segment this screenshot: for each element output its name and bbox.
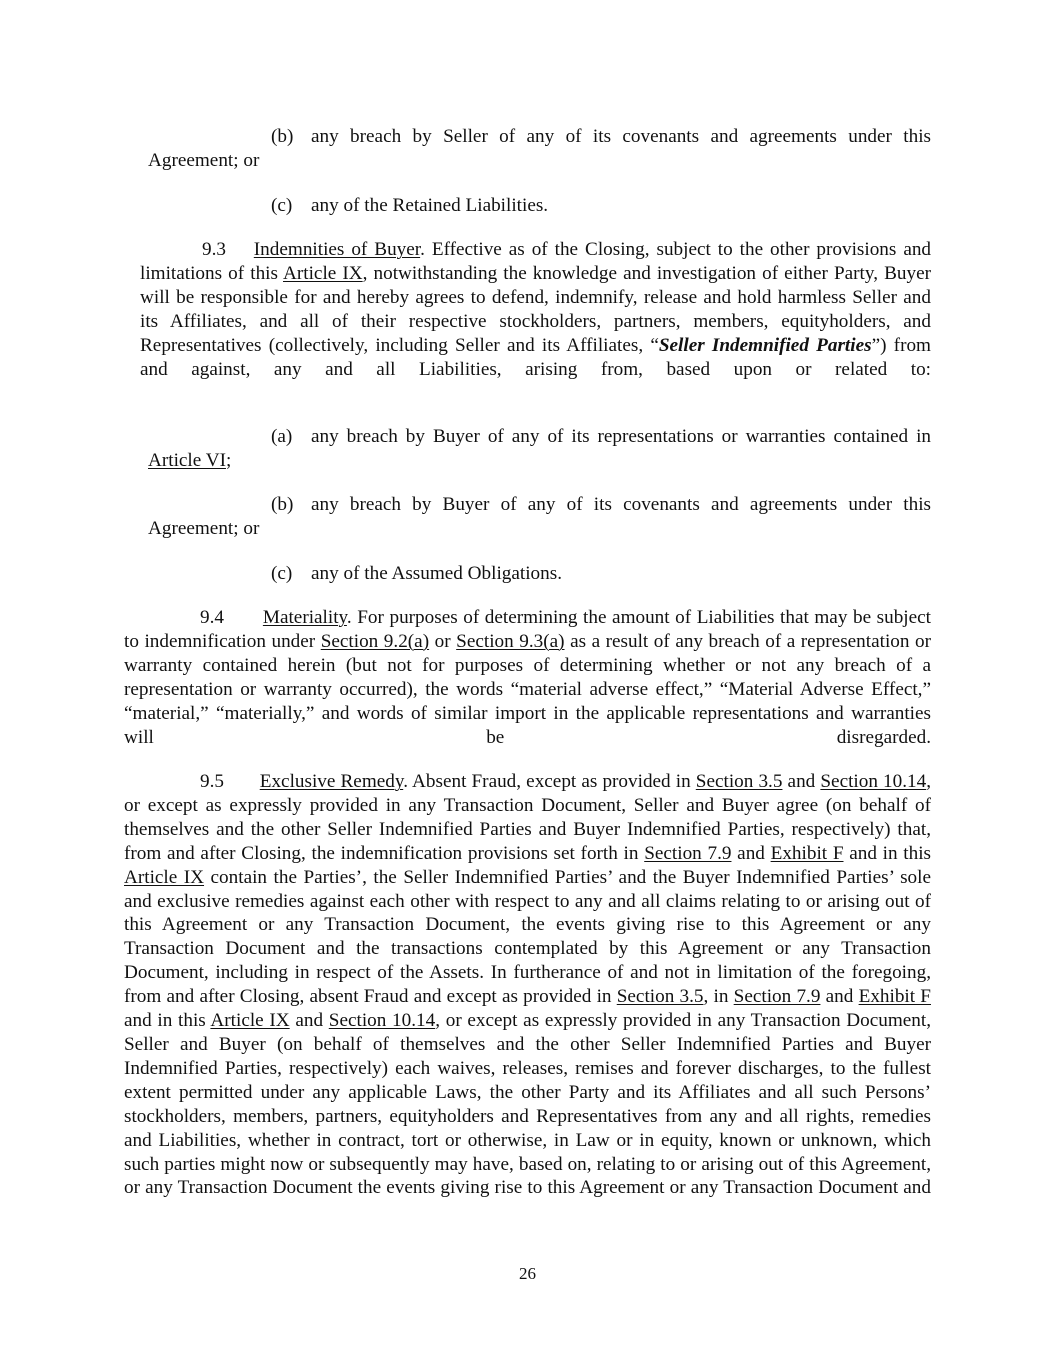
section-number: 9.5 xyxy=(200,771,224,792)
clause-text: any breach by Buyer of any of its covenants and agreements under this xyxy=(311,494,931,515)
section-number: 9.4 xyxy=(200,607,224,628)
section-heading: Exclusive Remedy xyxy=(259,771,404,792)
cross-reference[interactable]: Article IX xyxy=(283,262,363,284)
clause-text: any of the Assumed Obligations. xyxy=(311,563,563,584)
cross-reference[interactable]: Exhibit F xyxy=(858,986,931,1008)
cross-reference[interactable]: Section 9.3(a) xyxy=(456,630,565,652)
defined-term: Seller Indemnified Parties xyxy=(658,334,872,356)
cross-reference[interactable]: Section 10.14 xyxy=(820,771,927,792)
cross-reference[interactable]: Section 3.5 xyxy=(616,986,704,1008)
cross-reference[interactable]: Exhibit F xyxy=(770,842,844,864)
cross-reference[interactable]: Section 9.2(a) xyxy=(320,630,430,652)
clause-text: any breach by Seller of any of its covenants and agreements under this xyxy=(311,126,931,147)
clause-text: any of the Retained Liabilities. xyxy=(311,195,549,216)
clause-continuation: Agreement; or xyxy=(148,149,260,171)
clause-9-3-a: (a) any breach by Buyer of any of its representations or warranties contained in Article VI; xyxy=(148,426,931,471)
cross-reference[interactable]: Section 10.14 xyxy=(328,1010,436,1032)
cross-reference[interactable]: Section 7.9 xyxy=(644,842,732,864)
section-heading: Indemnities of Buyer xyxy=(253,239,421,260)
clause-label: (c) xyxy=(271,563,293,584)
page-number: 26 xyxy=(519,1264,536,1283)
clause-9-2-b xyxy=(148,125,931,173)
clause-9-2-c xyxy=(271,194,931,218)
cross-reference[interactable]: Section 7.9 xyxy=(733,986,821,1008)
section-9-5: 9.5 Exclusive Remedy. Absent Fraud, except as provided in Section 3.5 and Section 10.14, or except as expressly provided in any Transaction Document, Seller and Buyer agree (on behalf of themselves and the other Seller Indemnified Parties and Buyer Indemnified Parties, respectively) that, from and after Closing, the indemnification provisions set forth in Section 7.9 and Exhibit F and in this Article IX contain the Parties’, the Seller Indemnified Parties’ and the Buyer Indemnified Parties’ sole and exclusive remedies against each other with respect to any and all claims relating to or arising out of this Agreement or any Transaction Document, the events giving rise to this Agreement or any Transaction Document and the transactions contemplated by this Agreement or any Transaction Document, including in respect of the Assets. In furtherance of and not in limitation of the foregoing, from and after Closing, absent Fraud and except as provided in Section 3.5, in Section 7.9 and Exhibit F and in this Article IX and Section 10.14, or except as expressly provided in any Transaction Document, Seller and Buyer (on behalf of themselves and the other Seller Indemnified Parties and Buyer Indemnified Parties, respectively) each waives, releases, remises and forever discharges, to the fullest extent permitted under any applicable Laws, the other Party and its Affiliates and all such Persons’ stockholders, members, partners, equityholders and Representatives from any and all rights, remedies and Liabilities, whether in contract, tort or otherwise, in Law or in equity, known or unknown, which such parties might now or subsequently may have, based on, relating to or arising out of this Agreement, or any Transaction Document the events giving rise to this Agreement or any Transaction Document and xyxy=(124,771,931,1199)
clause-text: any breach by Buyer of any of its representations or warranties contained in xyxy=(311,426,931,447)
clause-label: (b) xyxy=(271,494,294,515)
clause-9-3-b xyxy=(148,493,931,541)
section-9-3: 9.3 Indemnities of Buyer. Effective as of the Closing, subject to the other provisions and limitations of this Article IX, notwithstanding the knowledge and investigation of either Party, Buyer will be responsible for and hereby agrees to defend, indemnify, release and hold harmless Seller and its Affiliates, and all of their respective stockholders, partners, members, equityholders, and Representatives (collectively, including Seller and its Affiliates, “Seller Indemnified Parties”) from and against, any and all Liabilities, arising from, based upon or related to: xyxy=(140,239,931,380)
clause-9-3-c xyxy=(271,562,931,586)
cross-reference[interactable]: Section 3.5 xyxy=(695,771,783,792)
section-number: 9.3 xyxy=(202,239,226,260)
cross-reference[interactable]: Article IX xyxy=(124,866,205,888)
section-9-4: 9.4 Materiality. For purposes of determining the amount of Liabilities that may be subject to indemnification under Section 9.2(a) or Section 9.3(a) as a result of any breach of a representation or warranty contained herein (but not for purposes of determining whether or not any breach of a representation or warranty occurred), the words “material adverse effect,” “Material Adverse Effect,” “material,” “materially,” and words of similar import in the applicable representations and warranties will be disregarded. xyxy=(124,607,931,748)
clause-label: (a) xyxy=(271,426,293,447)
clause-label: (b) xyxy=(271,126,294,147)
clause-label: (c) xyxy=(271,195,293,216)
section-heading: Materiality xyxy=(262,607,347,628)
cross-reference[interactable]: Article IX xyxy=(210,1010,290,1032)
clause-continuation: Agreement; or xyxy=(148,517,260,539)
cross-reference[interactable]: Article VI xyxy=(148,449,226,471)
